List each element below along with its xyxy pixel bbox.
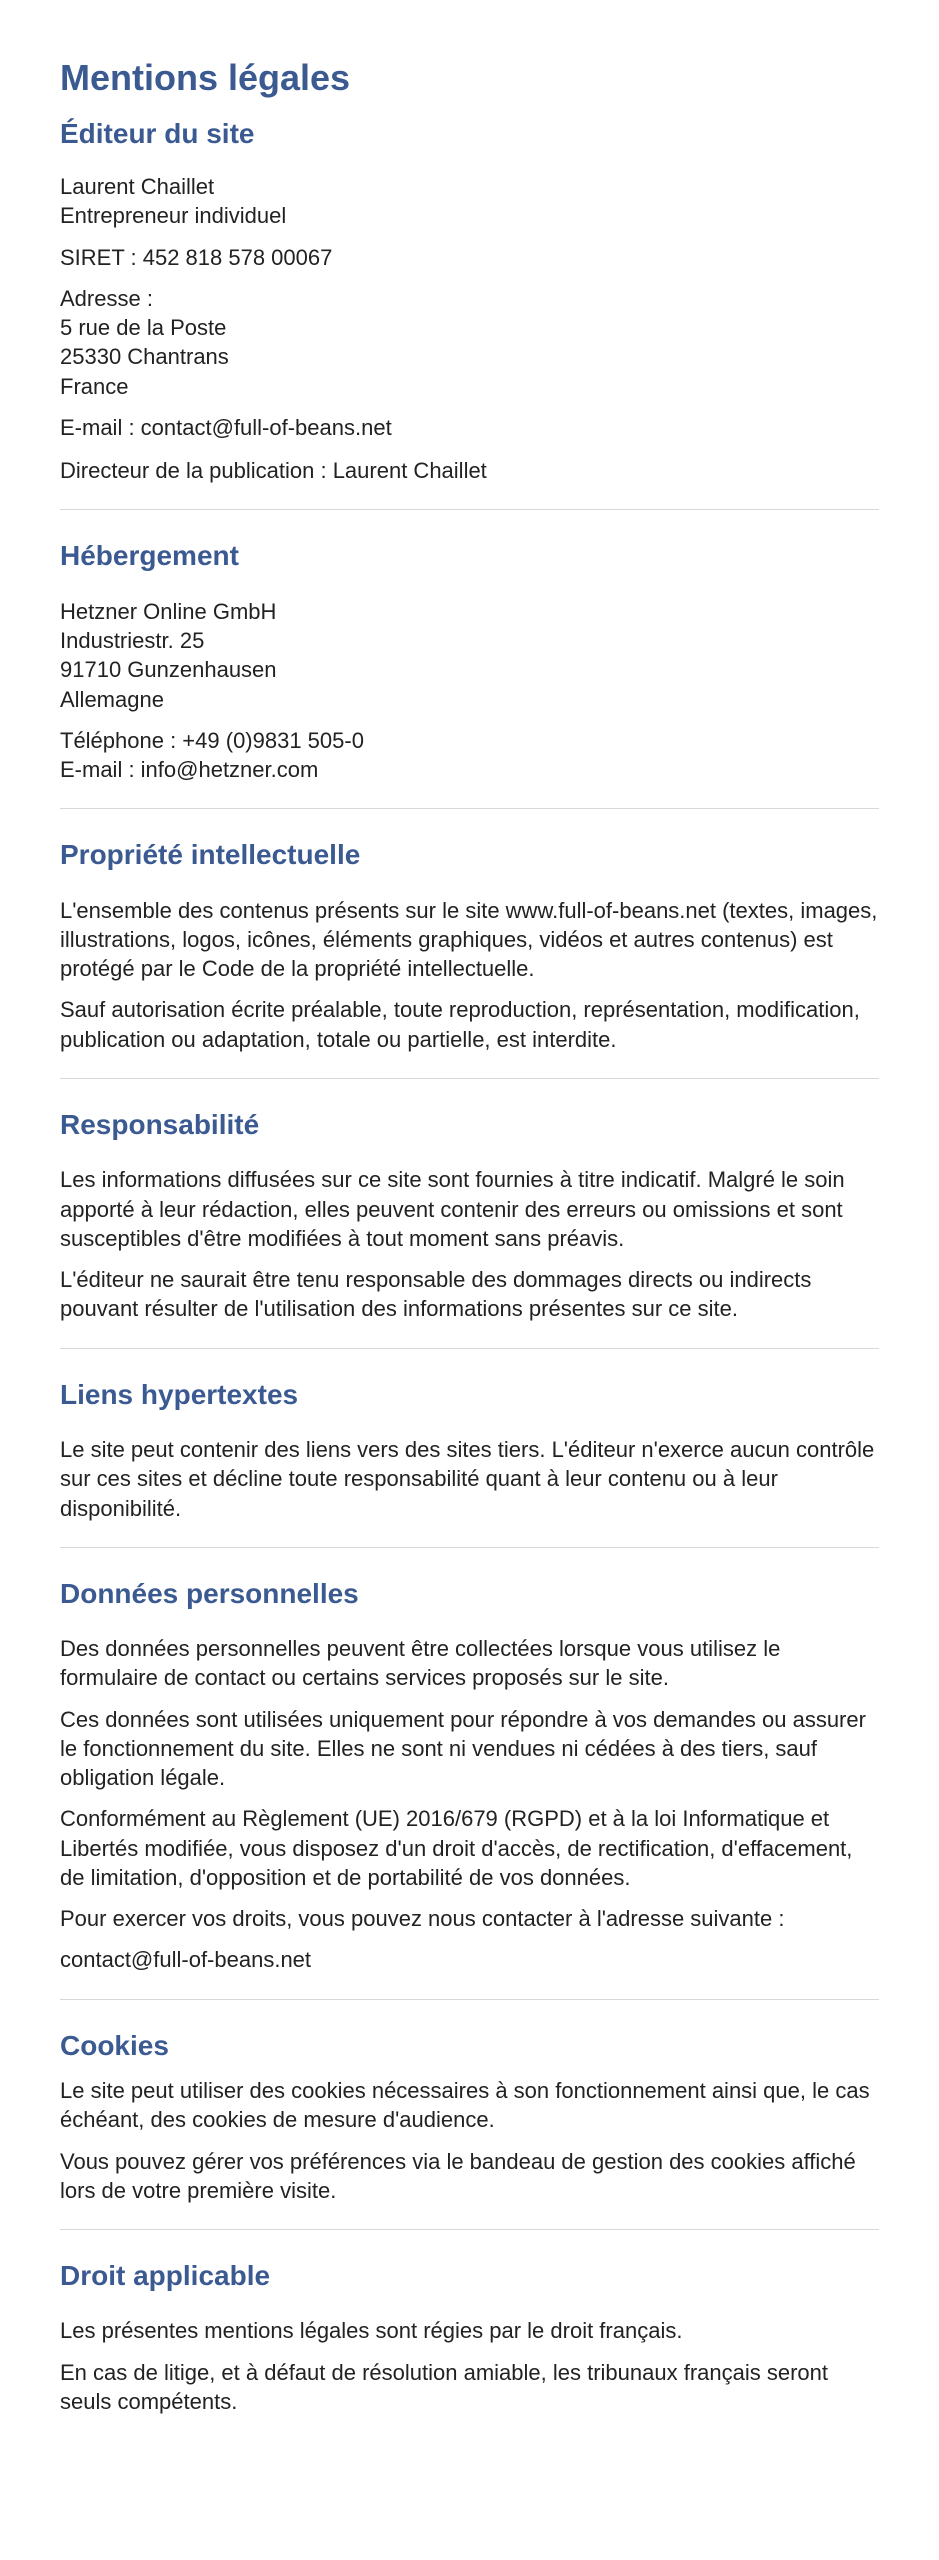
section-heading-editeur: Éditeur du site (60, 117, 255, 149)
donnees-paragraph: Conformément au Règlement (UE) 2016/679 (RGPD) et à la loi Informatique et Libertés modifiée, vous disposez d'un droit d'accès, de rectification, d'effacement, de limitation, d'opposition et de portabilité de vos données. (60, 1806, 853, 1890)
editeur-director: Directeur de la publication : Laurent Chaillet (60, 458, 487, 484)
host-city: 91710 Gunzenhausen (60, 657, 277, 683)
section-heading-responsabilite: Responsabilité (60, 1108, 260, 1140)
section-propriete (60, 837, 879, 1054)
divider (60, 1547, 879, 1548)
section-cookies (60, 2028, 879, 2205)
section-heading-droit: Droit applicable (60, 2260, 271, 2292)
address-country: France (60, 373, 129, 399)
section-heading-propriete: Propriété intellectuelle (60, 839, 361, 871)
address-street: 5 rue de la Poste (60, 315, 227, 341)
host-name: Hetzner Online GmbH (60, 598, 277, 624)
page-title: Mentions légales (60, 57, 351, 98)
section-donnees (60, 1576, 879, 1975)
editeur-name: Laurent Chaillet (60, 174, 215, 200)
section-heading-donnees: Données personnelles (60, 1577, 359, 1609)
propriete-paragraph: Sauf autorisation écrite préalable, toute reproduction, représentation, modification, publication ou adaptation, totale ou partielle, est interdite. (60, 997, 860, 1052)
section-heading-liens: Liens hypertextes (60, 1378, 299, 1410)
divider (60, 1348, 879, 1349)
divider (60, 1078, 879, 1079)
host-email: E-mail : info@hetzner.com (60, 757, 319, 783)
divider (60, 808, 879, 809)
donnees-paragraph: Ces données sont utilisées uniquement pour répondre à vos demandes ou assurer le fonctionnement du site. Elles ne sont ni vendues ni cédées à des tiers, sauf obligation légale. (60, 1706, 866, 1791)
editeur-status: Entrepreneur individuel (60, 203, 287, 229)
section-editeur (60, 116, 879, 486)
section-droit (60, 2258, 879, 2416)
host-country: Allemagne (60, 686, 164, 712)
section-heading-hebergement: Hébergement (60, 540, 239, 572)
divider (60, 2229, 879, 2230)
divider (60, 1999, 879, 2000)
section-hebergement (60, 538, 879, 784)
address-city: 25330 Chantrans (60, 344, 229, 370)
address-label: Adresse : (60, 285, 153, 311)
host-phone: Téléphone : +49 (0)9831 505-0 (60, 727, 364, 753)
droit-paragraph: En cas de litige, et à défaut de résolution amiable, les tribunaux français seront seuls compétents. (60, 2359, 829, 2414)
droit-paragraph: Les présentes mentions légales sont régies par le droit français. (60, 2318, 683, 2344)
donnees-paragraph: Des données personnelles peuvent être collectées lorsque vous utilisez le formulaire de contact ou certains services proposés sur le site. (60, 1636, 781, 1691)
donnees-paragraph: Pour exercer vos droits, vous pouvez nous contacter à l'adresse suivante : (60, 1906, 785, 1932)
editeur-identity (60, 172, 879, 231)
editeur-siret: SIRET : 452 818 578 00067 (60, 244, 333, 270)
donnees-contact-email: contact@full-of-beans.net (60, 1947, 312, 1973)
host-address (60, 597, 879, 714)
cookies-paragraph: Vous pouvez gérer vos préférences via le bandeau de gestion des cookies affiché lors de votre première visite. (60, 2148, 856, 2203)
section-responsabilite (60, 1107, 879, 1324)
responsabilite-paragraph: Les informations diffusées sur ce site sont fournies à titre indicatif. Malgré le soin apporté à leur rédaction, elles peuvent contenir des erreurs ou omissions et sont susceptibles d'être modifiées à tout moment sans préavis. (60, 1167, 845, 1251)
divider (60, 509, 879, 510)
section-heading-cookies: Cookies (60, 2029, 169, 2061)
host-contact (60, 726, 879, 785)
liens-paragraph: Le site peut contenir des liens vers des sites tiers. L'éditeur n'exerce aucun contrôle sur ces sites et décline toute responsabilité quant à leur contenu ou à leur disponibilité. (60, 1437, 875, 1521)
editeur-address (60, 284, 879, 401)
editeur-email: E-mail : contact@full-of-beans.net (60, 414, 392, 440)
host-street: Industriestr. 25 (60, 628, 205, 654)
section-liens (60, 1377, 879, 1523)
responsabilite-paragraph: L'éditeur ne saurait être tenu responsable des dommages directs ou indirects pouvant résulter de l'utilisation des informations présentes sur ce site. (60, 1267, 812, 1322)
cookies-paragraph: Le site peut utiliser des cookies nécessaires à son fonctionnement ainsi que, le cas échéant, des cookies de mesure d'audience. (60, 2078, 870, 2133)
propriete-paragraph: L'ensemble des contenus présents sur le site www.full-of-beans.net (textes, images, illustrations, logos, icônes, éléments graphiques, vidéos et autres contenus) est protégé par le Code de la propriété intellectuelle. (60, 897, 878, 982)
